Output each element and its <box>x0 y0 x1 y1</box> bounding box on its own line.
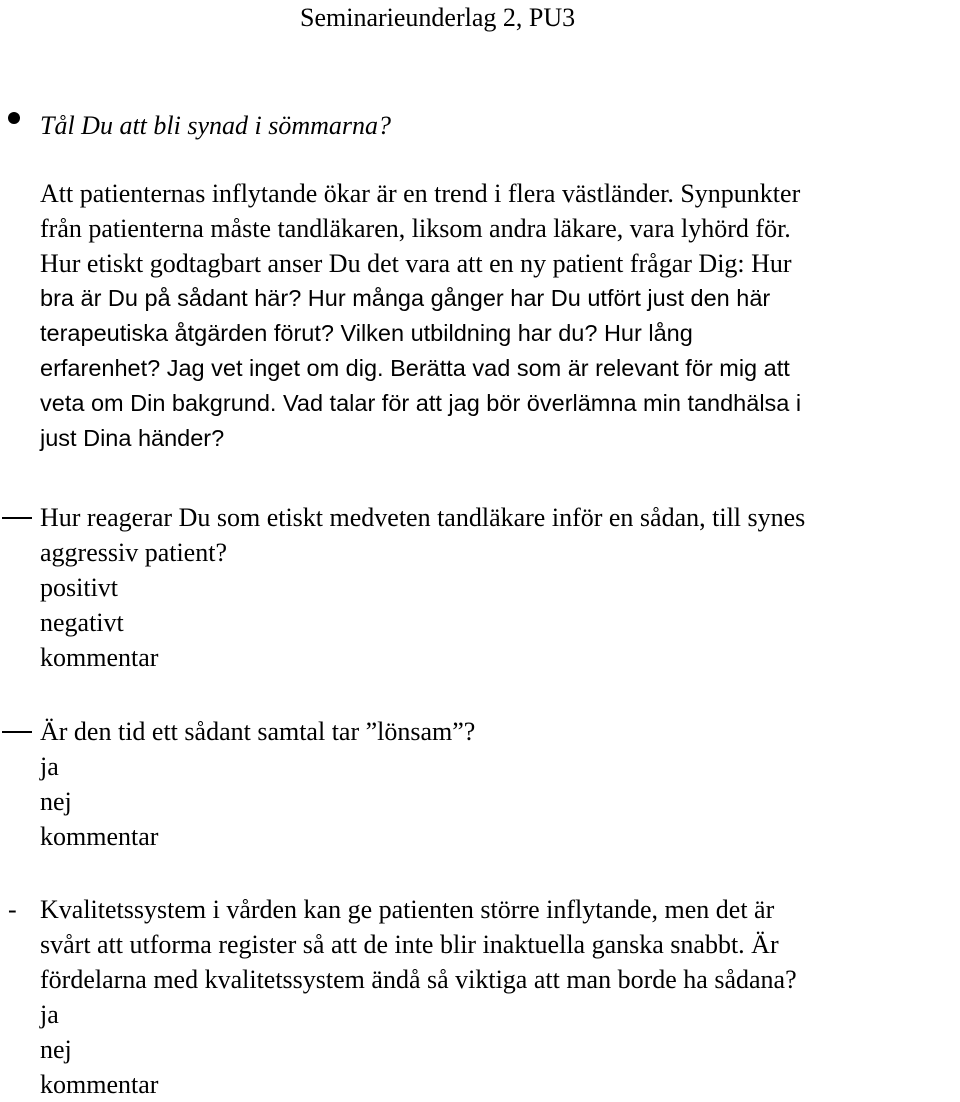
option-negative: negativt <box>40 608 124 637</box>
dash-bullet-icon <box>2 731 32 733</box>
question-2-block <box>40 500 960 675</box>
option-comment: kommentar <box>40 822 159 851</box>
option-no: nej <box>40 1035 72 1064</box>
question-2-text: Hur reagerar Du som etiskt medveten tandläkare inför en sådan, till synes <box>40 503 806 532</box>
paragraph-line: Hur etiskt godtagbart anser Du det vara att en ny patient frågar Dig: Hur <box>40 249 792 278</box>
option-positive: positivt <box>40 573 119 602</box>
option-comment: kommentar <box>40 1070 159 1099</box>
dash-bullet-icon <box>2 517 32 519</box>
option-yes: ja <box>40 752 59 781</box>
paragraph-line: just Dina händer? <box>40 425 225 451</box>
paragraph-line: erfarenhet? Jag vet inget om dig. Berätta vad som är relevant för mig att <box>40 355 790 381</box>
question-4-block <box>40 892 960 1102</box>
hyphen-bullet: - <box>8 895 17 924</box>
option-yes: ja <box>40 1000 59 1029</box>
option-comment: kommentar <box>40 643 159 672</box>
question-3-text: Är den tid ett sådant samtal tar ”lönsam”? <box>40 717 476 746</box>
question-4-text: fördelarna med kvalitetssystem ändå så viktiga att man borde ha sådana? <box>40 965 797 994</box>
paragraph-line: från patienterna måste tandläkaren, liksom andra läkare, vara lyhörd för. <box>40 214 791 243</box>
question-1-paragraph <box>40 176 960 456</box>
question-3-block <box>40 714 960 854</box>
question-4-text: svårt att utforma register så att de inte blir inaktuella ganska snabbt. Är <box>40 930 779 959</box>
paragraph-line: bra är Du på sådant här? Hur många gånger har Du utfört just den här <box>40 285 771 311</box>
paragraph-line: veta om Din bakgrund. Vad talar för att jag bör överlämna min tandhälsa i <box>40 390 802 416</box>
paragraph-line: terapeutiska åtgärden förut? Vilken utbildning har du? Hur lång <box>40 320 693 346</box>
bullet-icon <box>8 112 20 124</box>
page-title: Seminarieunderlag 2, PU3 <box>300 3 576 32</box>
question-4-text: Kvalitetssystem i vården kan ge patienten större inflytande, men det är <box>40 895 775 924</box>
option-no: nej <box>40 787 72 816</box>
question-2-text: aggressiv patient? <box>40 538 227 567</box>
paragraph-line: Att patienternas inflytande ökar är en trend i flera västländer. Synpunkter <box>40 179 801 208</box>
question-1-heading: Tål Du att bli synad i sömmarna? <box>40 111 392 140</box>
